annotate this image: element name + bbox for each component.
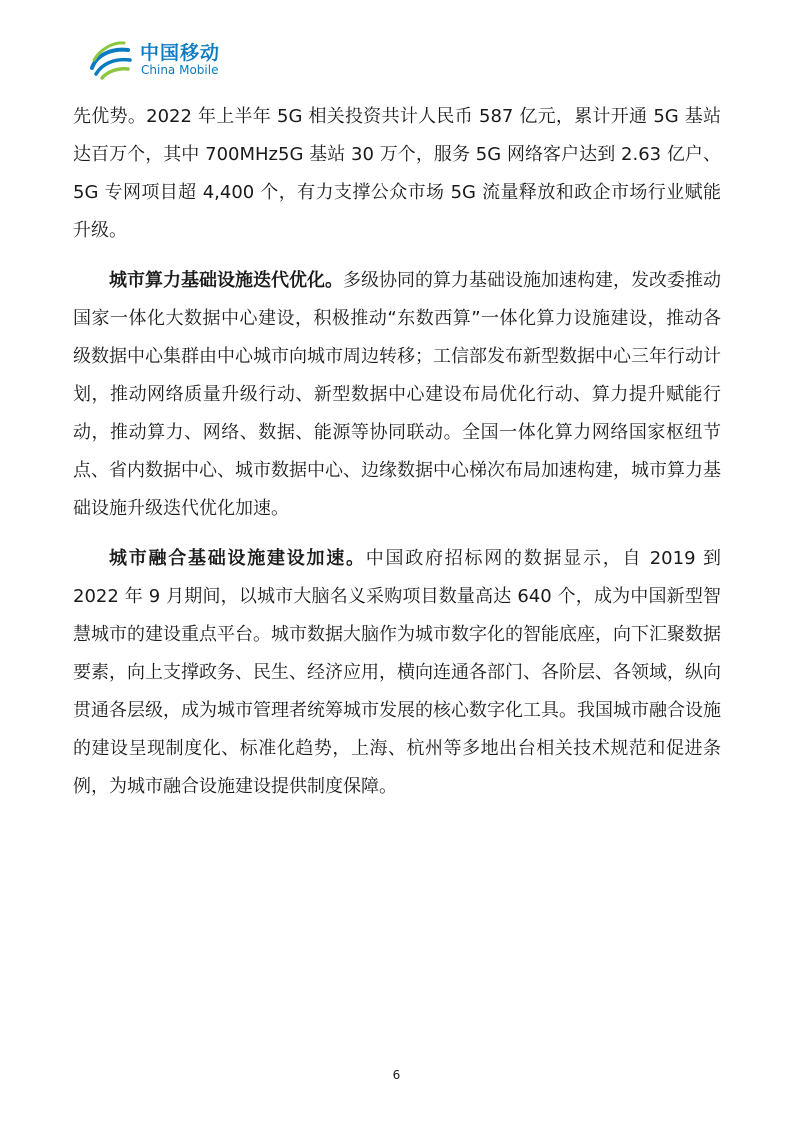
logo-chinese-name: 中国移动 — [140, 42, 221, 64]
paragraph-lead: 城市融合基础设施建设加速。 — [109, 548, 366, 569]
paragraph-text: 先优势。2022 年上半年 5G 相关投资共计人民币 587 亿元，累计开通 5G 基站达百万个，其中 700MHz5G 基站 30 万个，服务 5G 网络客户达到 2.63 亿户、5G 专网项目超 4,400 个，有力支撑公众市场 5G 流量释放和政企市场行业赋能升级。 — [73, 106, 721, 241]
paragraph-lead: 城市算力基础设施迭代优化。 — [109, 270, 343, 291]
page-number: 6 — [392, 1068, 401, 1082]
logo-english-name: China Mobile — [141, 63, 219, 77]
paragraph-fusion-infrastructure — [73, 540, 721, 806]
paragraph-computing-infrastructure — [73, 262, 721, 528]
paragraph-text: 中国政府招标网的数据显示，自 2019 到 2022 年 9 月期间，以城市大脑名义采购项目数量高达 640 个，成为中国新型智慧城市的建设重点平台。城市数据大脑作为城市数字化的智能底座，向下汇聚数据要素，向上支撑政务、民生、经济应用，横向连通各部门、各阶层、各领域，纵向贯通各层级，成为城市管理者统筹城市发展的核心数字化工具。我国城市融合设施的建设呈现制度化、标准化趋势，上海、杭州等多地出台相关技术规范和促进条例，为城市融合设施建设提供制度保障。 — [73, 548, 721, 797]
paragraph-5g-investment — [73, 98, 721, 250]
paragraph-text: 多级协同的算力基础设施加速构建，发改委推动国家一体化大数据中心建设，积极推动“东数西算”一体化算力设施建设，推动各级数据中心集群由中心城市向城市周边转移；工信部发布新型数据中心三年行动计划，推动网络质量升级行动、新型数据中心建设布局优化行动、算力提升赋能行动，推动算力、网络、数据、能源等协同联动。全国一体化算力网络国家枢纽节点、省内数据中心、城市数据中心、边缘数据中心梯次布局加速构建，城市算力基础设施升级迭代优化加速。 — [73, 270, 721, 519]
china-mobile-logo-icon — [88, 38, 134, 82]
document-body — [73, 98, 721, 806]
